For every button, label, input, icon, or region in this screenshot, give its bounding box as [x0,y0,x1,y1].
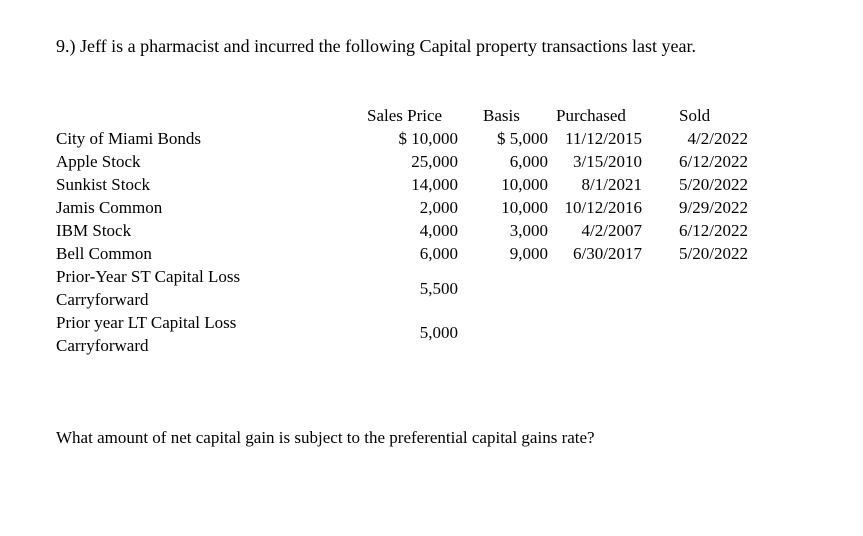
row-sales-price: 4,000 [419,221,458,240]
row-label: Sunkist Stock [56,175,150,194]
row-purchased: 11/12/2015 [565,129,642,148]
row-label: City of Miami Bonds [56,129,201,148]
row-purchased: 6/30/2017 [573,244,642,263]
row-sales-price: 6,000 [419,244,458,263]
row-basis: 6,000 [509,152,548,171]
row-sales-price: 2,000 [419,198,458,217]
row-sold: 9/29/2022 [679,198,748,217]
row-sold: 6/12/2022 [679,221,748,240]
row-sales-price: $ 10,000 [398,129,458,148]
row-sold: 5/20/2022 [679,175,748,194]
header-sold: Sold [679,106,711,125]
carryforward-lt-amount: 5,000 [419,323,458,342]
row-label: Bell Common [56,244,152,263]
carryforward-st-label-cont: Carryforward [56,290,149,309]
row-purchased: 10/12/2016 [564,198,642,217]
row-purchased: 3/15/2010 [573,152,642,171]
row-basis: 10,000 [501,175,548,194]
question-title: 9.) Jeff is a pharmacist and incurred the following Capital property transactions last year. [56,36,696,56]
row-basis: 10,000 [501,198,548,217]
row-label: IBM Stock [56,221,132,240]
carryforward-st-label: Prior-Year ST Capital Loss [56,267,241,286]
row-basis: 3,000 [509,221,548,240]
row-basis: $ 5,000 [497,129,548,148]
carryforward-st-amount: 5,500 [419,279,458,298]
carryforward-lt-label-cont: Carryforward [56,336,149,355]
row-sold: 5/20/2022 [679,244,748,263]
row-label: Apple Stock [56,152,141,171]
row-sold: 4/2/2022 [687,129,748,148]
row-sales-price: 14,000 [411,175,458,194]
question-prompt: What amount of net capital gain is subject to the preferential capital gains rate? [56,428,595,447]
row-purchased: 4/2/2007 [581,221,642,240]
header-sales-price: Sales Price [367,106,443,125]
header-basis: Basis [483,106,520,125]
row-sales-price: 25,000 [411,152,458,171]
carryforward-lt-label: Prior year LT Capital Loss [56,313,237,332]
row-label: Jamis Common [56,198,163,217]
row-purchased: 8/1/2021 [581,175,642,194]
row-sold: 6/12/2022 [679,152,748,171]
header-purchased: Purchased [556,106,626,125]
row-basis: 9,000 [509,244,548,263]
